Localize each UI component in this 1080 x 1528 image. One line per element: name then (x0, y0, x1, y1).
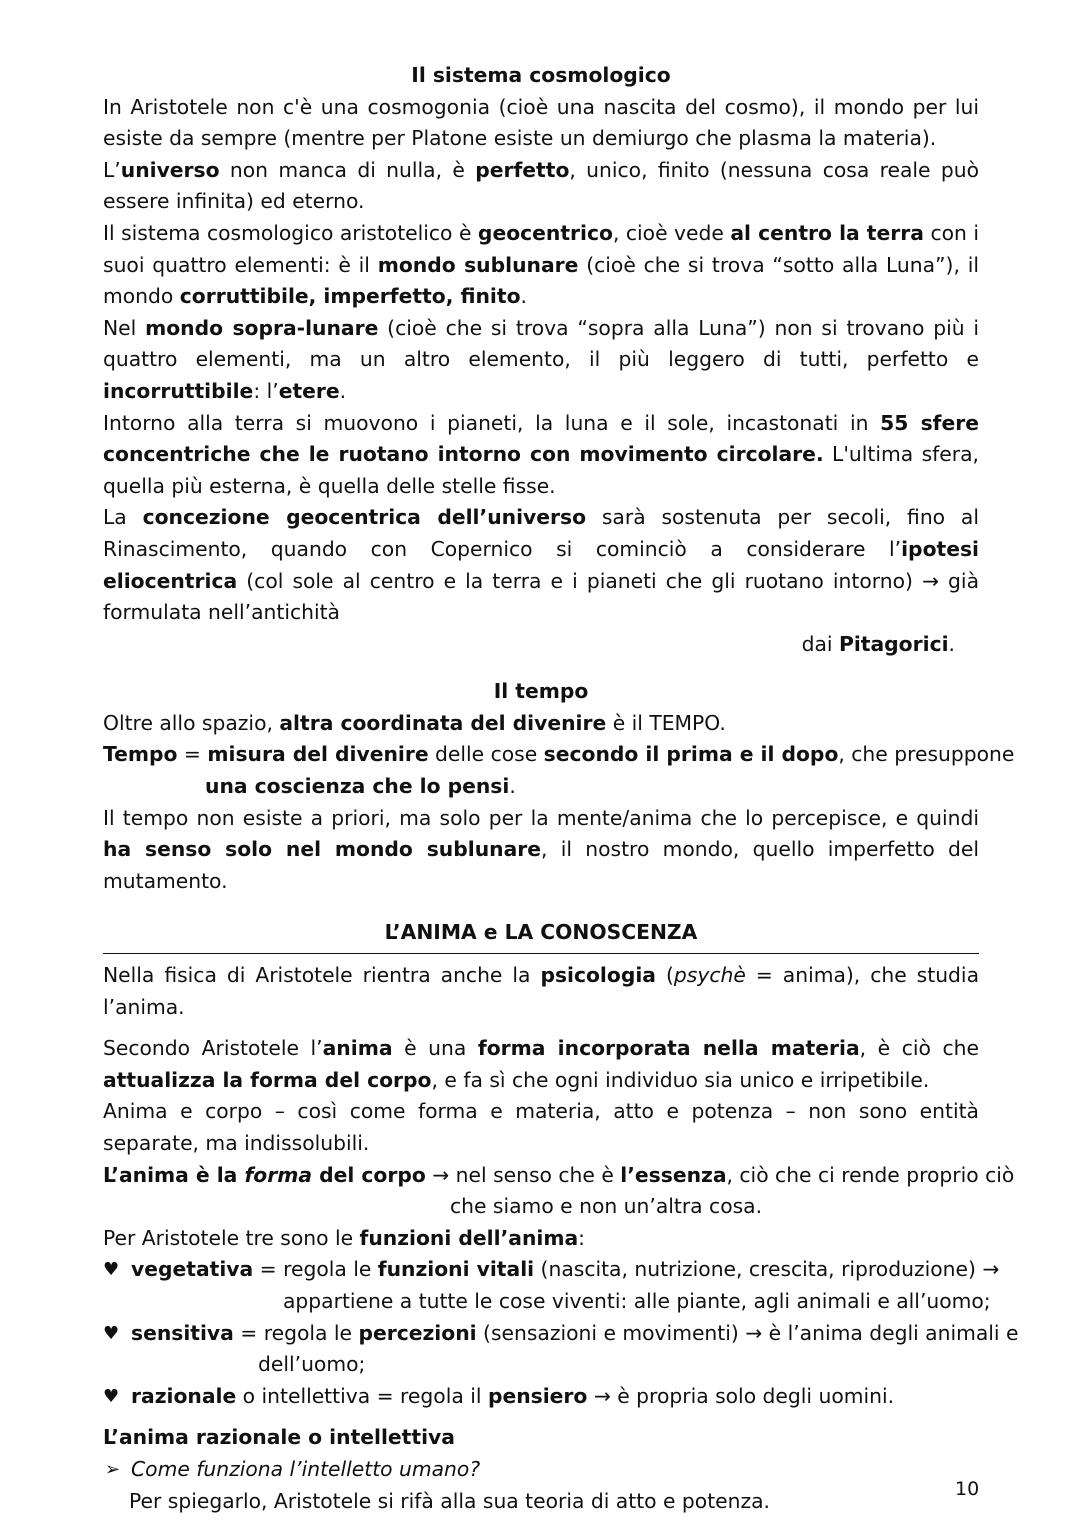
paragraph-essenza: L’anima è la forma del corpo → nel senso che è l’essenza, ciò che ci rende proprio ciò (103, 1162, 1015, 1187)
question-item: ➢ Come funziona l’intelletto umano? (103, 1454, 979, 1486)
page-number: 10 (955, 1478, 980, 1500)
paragraph-pitagorici: dai Pitagorici. (801, 631, 955, 656)
paragraph-funzioni: Per Aristotele tre sono le funzioni dell’anima: (103, 1225, 586, 1250)
paragraph-coordinata: Oltre allo spazio, altra coordinata del divenire è il TEMPO. (103, 710, 726, 735)
section-title-rule (103, 917, 979, 954)
paragraph-cosmogonia: In Aristotele non c'è una cosmogonia (cioè una nascita del cosmo), il mondo per lui esiste da sempre (mentre per Platone esiste un demiurgo che plasma la materia). (103, 94, 979, 151)
paragraph-geocentrico: Il sistema cosmologico aristotelico è geocentrico, cioè vede al centro la terra con i suoi quattro elementi: è il mondo sublunare (cioè che si trova “sotto alla Luna”), il mondo corruttibile, imperfetto, finito. (103, 220, 979, 309)
section-title-anima: L’ANIMA e LA CONOSCENZA (384, 920, 698, 945)
heart-bullet-icon: ♥ (103, 1385, 120, 1407)
list-item-sensitiva: ♥ sensitiva = regola le percezioni (sensazioni e movimenti) → è l’anima degli animali e dell’uomo; (103, 1318, 979, 1381)
arrow-bullet-icon: ➢ (105, 1458, 121, 1480)
paragraph-psicologia: Nella fisica di Aristotele rientra anche la psicologia (psychè = anima), che studia l’anima. (103, 963, 979, 1019)
paragraph-definizione-tempo: Tempo = misura del divenire delle cose secondo il prima e il dopo, che presuppone (103, 742, 1015, 767)
subheading-anima-razionale: L’anima razionale o intellettiva (103, 1425, 455, 1450)
paragraph-concezione-geocentrica: La concezione geocentrica dell’universo sarà sostenuta per secoli, fino al Rinascimento, quando con Copernico si cominciò a considerare l’ipotesi eliocentrica (col sole al centro e la terra e i pianeti che gli ruotano intorno) → già formulata nell’antichità (103, 505, 979, 625)
section-title-tempo: Il tempo (493, 679, 589, 704)
paragraph-sopra-lunare: Nel mondo sopra-lunare (cioè che si trova “sopra alla Luna”) non si trovano più i quattro elementi, ma un altro elemento, il più leggero di tutti, perfetto e incorruttibile: l’etere. (103, 315, 979, 403)
paragraph-essenza-cont: che siamo e non un’altra cosa. (450, 1194, 763, 1219)
paragraph-sfere: Intorno alla terra si muovono i pianeti, la luna e il sole, incastonati in 55 sfere concentriche che le ruotano intorno con movimento circolare. L'ultima sfera, quella più esterna, è quella delle stelle fisse. (103, 410, 979, 498)
paragraph-atto-potenza: Per spiegarlo, Aristotele si rifà alla sua teoria di atto e potenza. (129, 1488, 771, 1513)
paragraph-coscienza: una coscienza che lo pensi. (205, 774, 516, 799)
heart-bullet-icon: ♥ (103, 1322, 120, 1344)
section-title-cosmologico: Il sistema cosmologico (411, 63, 671, 87)
list-item-vegetativa: ♥ vegetativa = regola le funzioni vitali (nascita, nutrizione, crescita, riproduzione) → appartiene a tutte le cose viventi: alle piante, agli animali e all’uomo; (103, 1254, 979, 1317)
paragraph-forma-materia: Secondo Aristotele l’anima è una forma incorporata nella materia, è ciò che attualizza la forma del corpo, e fa sì che ogni individuo sia unico e irripetibile. (103, 1036, 979, 1092)
list-item-razionale: ♥ razionale o intellettiva = regola il pensiero → è propria solo degli uomini. (103, 1381, 979, 1413)
heart-bullet-icon: ♥ (103, 1259, 120, 1281)
paragraph-anima-corpo: Anima e corpo – così come forma e materia, atto e potenza – non sono entità separate, ma indissolubili. (103, 1099, 979, 1155)
document-page (103, 60, 1019, 1517)
paragraph-a-priori: Il tempo non esiste a priori, ma solo per la mente/anima che lo percepisce, e quindi ha senso solo nel mondo sublunare, il nostro mondo, quello imperfetto del mutamento. (103, 805, 980, 893)
paragraph-universo: L’universo non manca di nulla, è perfetto, unico, finito (nessuna cosa reale può essere infinita) ed eterno. (103, 157, 979, 214)
